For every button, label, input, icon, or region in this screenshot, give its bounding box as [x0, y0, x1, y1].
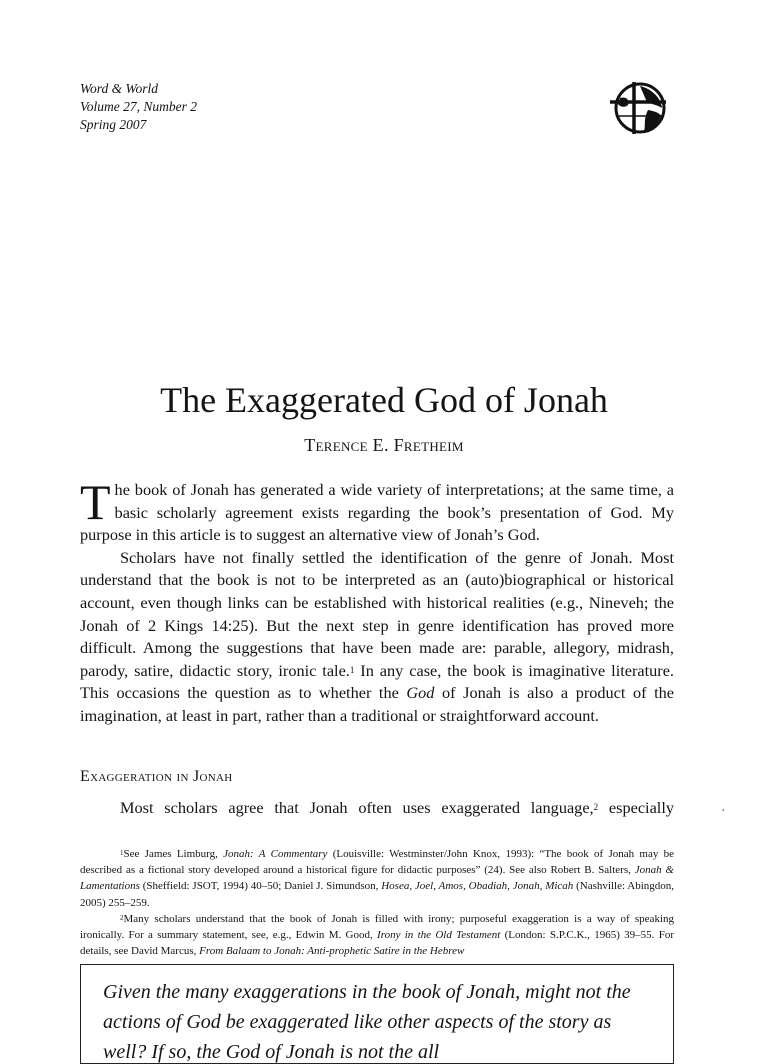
footnote-2-number: 2 [120, 913, 124, 922]
paragraph-intro [80, 474, 674, 547]
footnote-2 [80, 911, 674, 960]
footnote-ref-2[interactable]: 2 [593, 802, 599, 812]
paragraph-exaggeration [120, 797, 674, 819]
drop-cap: T [80, 474, 111, 530]
footnote-ref-1[interactable]: 1 [349, 664, 355, 675]
journal-masthead [80, 80, 197, 134]
pull-quote-text: Given the many exaggerations in the book of Jonah, might not the actions of God be exaggerated like other aspects of the story as well? If so, the God of Jonah is not the all [103, 981, 631, 1063]
fn1-text-a: See James Limburg, [123, 848, 224, 860]
footnotes [80, 846, 674, 959]
genre-text-2: In any case, the book is imaginative literature. This occasions the question as to whether the [80, 660, 674, 703]
fn2-title-a: Irony in the Old Testament [377, 929, 501, 942]
globe-cross-icon [604, 80, 674, 136]
fn2-text-a: Many scholars understand that the book of Jonah is filled with irony; purposeful exaggeration is a way of speaking ironically. For a summary statement, see, e.g., Edwin M. Good, [80, 912, 674, 942]
section-heading: Exaggeration in Jonah [80, 768, 233, 785]
stray-mark: · [721, 804, 726, 819]
fn1-title-a: Jonah: A Commentary [223, 848, 328, 860]
journal-name: Word & World [80, 81, 159, 96]
article-author: Terence E. Fretheim [304, 435, 464, 455]
fn1-title-b: Jonah & Lamentations [80, 864, 674, 893]
fn1-title-c: Hosea, Joel, Amos, Obadiah, Jonah, Micah [381, 880, 574, 893]
article-body [80, 474, 675, 728]
journal-season: Spring 2007 [80, 117, 147, 132]
genre-emphasis: God [406, 683, 435, 703]
article-title: The Exaggerated God of Jonah [160, 380, 608, 420]
journal-volume: Volume 27, Number 2 [80, 99, 197, 114]
fn1-text-d: (Nashville: Abingdon, 2005) 255–259. [80, 880, 674, 909]
fn1-text-c: (Sheffield: JSOT, 1994) 40–50; Daniel J. Simundson, [139, 880, 382, 893]
pull-quote [80, 964, 674, 1064]
footnote-1-number: 1 [120, 849, 124, 857]
paragraph-genre [80, 547, 674, 728]
exaggeration-text-1: Most scholars agree that Jonah often uses exaggerated language, [120, 798, 594, 817]
genre-text-1: Scholars have not finally settled the identification of the genre of Jonah. Most understand that the book is not to be interpreted as an (auto)biographical or historical account, even though links can be established with historical realities (e.g., Nineveh; the Jonah of 2 Kings 14:25). But the next step in genre identification has proved more difficult. Among the suggestions that have been made are: parable, allegory, midrash, parody, satire, didactic story, ironic tale. [80, 547, 674, 680]
fn2-text-b: (London: S.P.C.K., 1965) 39–55. For details, see David Marcus, [80, 929, 674, 958]
intro-text: he book of Jonah has generated a wide variety of interpretations; at the same time, a basic scholarly agreement exists regarding the book’s presentation of God. My purpose in this article is to suggest an alternative view of Jonah’s God. [80, 480, 674, 545]
fn2-title-b: From Balaam to Jonah: Anti-prophetic Satire in the Hebrew [199, 945, 465, 958]
footnote-1 [80, 846, 674, 911]
fn1-text-b: (Louisville: Westminster/John Knox, 1993): “The book of Jonah may be described as a fictional story developed around a historical figure for didactic purposes” (24). See also Robert B. Salters, [80, 848, 674, 877]
exaggeration-text-2: especially [598, 798, 674, 817]
genre-text-3: of Jonah is also a product of the imagination, at least in part, rather than a traditional or straightforward account. [80, 683, 675, 725]
